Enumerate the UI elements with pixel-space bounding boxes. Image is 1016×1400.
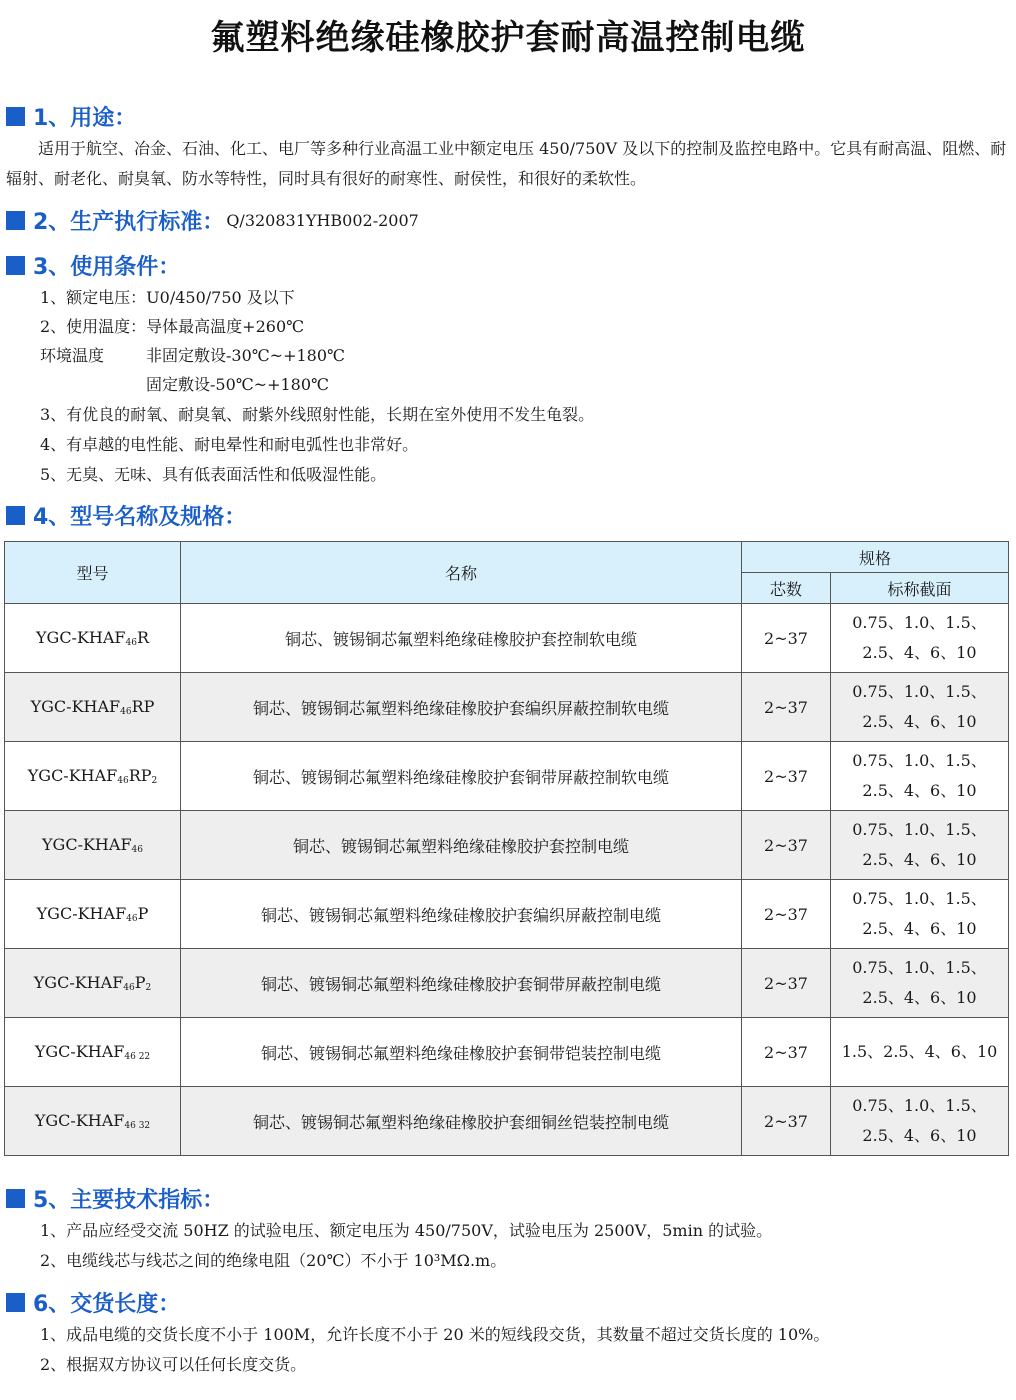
area-cell: 0.75、1.0、1.5、 2.5、4、6、10 bbox=[831, 949, 1009, 1018]
model-cell: YGC-$KHAF_{46}P$ bbox=[5, 880, 181, 949]
section-1-heading bbox=[6, 101, 136, 131]
cores-cell: 2~37 bbox=[742, 673, 831, 742]
area-cell: 0.75、1.0、1.5、 2.5、4、6、10 bbox=[831, 604, 1009, 673]
area-cell: 0.75、1.0、1.5、 2.5、4、6、10 bbox=[831, 1087, 1009, 1156]
table-row bbox=[5, 811, 1009, 880]
condition-line: 4、有卓越的电性能、耐电晕性和耐电弧性也非常好。 bbox=[40, 435, 419, 454]
header-name: 名称 bbox=[181, 542, 742, 604]
condition-line: 5、无臭、无味、具有低表面活性和低吸湿性能。 bbox=[40, 465, 387, 484]
table-row bbox=[5, 880, 1009, 949]
condition-line: 2、使用温度：导体最高温度+260℃ bbox=[40, 317, 305, 336]
cores-cell: 2~37 bbox=[742, 811, 831, 880]
model-cell: YGC-$KHAF_{46}RP$ bbox=[5, 673, 181, 742]
header-area: 标称截面 bbox=[831, 573, 1009, 604]
name-cell: 铜芯、镀锡铜芯氟塑料绝缘硅橡胶护套编织屏蔽控制软电缆 bbox=[181, 673, 742, 742]
section-bullet-icon bbox=[6, 107, 25, 126]
model-cell: YGC-$KHAF_{46}$ bbox=[5, 811, 181, 880]
condition-line: 环境温度 bbox=[40, 346, 105, 365]
table-body bbox=[5, 604, 1009, 1156]
section-5-heading bbox=[6, 1183, 224, 1213]
table-row bbox=[5, 742, 1009, 811]
section-bullet-icon bbox=[6, 1189, 25, 1208]
header-spec: 规格 bbox=[742, 542, 1009, 573]
section-3-title: 3、使用条件： bbox=[33, 254, 181, 280]
area-cell: 0.75、1.0、1.5、 2.5、4、6、10 bbox=[831, 811, 1009, 880]
section-4-heading bbox=[6, 500, 246, 530]
name-cell: 铜芯、镀锡铜芯氟塑料绝缘硅橡胶护套细铜丝铠装控制电缆 bbox=[181, 1087, 742, 1156]
delivery-line: 2、根据双方协议可以任何长度交货。 bbox=[40, 1355, 307, 1374]
cores-cell: 2~37 bbox=[742, 1018, 831, 1087]
cores-cell: 2~37 bbox=[742, 604, 831, 673]
section-bullet-icon bbox=[6, 211, 25, 230]
page-title: 氟塑料绝缘硅橡胶护套耐高温控制电缆 bbox=[210, 18, 806, 58]
condition-line: 固定敷设-50℃~+180℃ bbox=[146, 375, 329, 394]
name-cell: 铜芯、镀锡铜芯氟塑料绝缘硅橡胶护套铜带铠装控制电缆 bbox=[181, 1018, 742, 1087]
cores-cell: 2~37 bbox=[742, 949, 831, 1018]
table-row bbox=[5, 604, 1009, 673]
model-cell: YGC-$KHAF_{46}P_2$ bbox=[5, 949, 181, 1018]
table-row bbox=[5, 1018, 1009, 1087]
table-row bbox=[5, 1087, 1009, 1156]
model-cell: YGC-$KHAF_{46}R$ bbox=[5, 604, 181, 673]
table-row bbox=[5, 949, 1009, 1018]
area-cell: 0.75、1.0、1.5、 2.5、4、6、10 bbox=[831, 742, 1009, 811]
cores-cell: 2~37 bbox=[742, 1087, 831, 1156]
spec-line: 1、产品应经受交流 50HZ 的试验电压、额定电压为 450/750V，试验电压为 2500V，5min 的试验。 bbox=[40, 1221, 773, 1240]
area-cell: 1.5、2.5、4、6、10 bbox=[831, 1018, 1009, 1087]
section-1-text: 适用于航空、冶金、石油、化工、电厂等多种行业高温工业中额定电压 450/750V 及以下的控制及监控电路中。它具有耐高温、阻燃、耐辐射、耐老化、耐臭氧、防水等特性，同时具有很好的耐寒性、耐侯性，和很好的柔软性。 bbox=[6, 139, 1007, 188]
cores-cell: 2~37 bbox=[742, 742, 831, 811]
condition-line: 3、有优良的耐氧、耐臭氧、耐紫外线照射性能，长期在室外使用不发生龟裂。 bbox=[40, 405, 595, 424]
model-cell: YGC-$KHAF_{46}RP_2$ bbox=[5, 742, 181, 811]
section-6-title: 6、交货长度： bbox=[33, 1291, 181, 1317]
model-cell: YGC-$KHAF_{46 32}$ bbox=[5, 1087, 181, 1156]
section-1-title: 1、用途： bbox=[33, 105, 137, 131]
section-5-title: 5、主要技术指标： bbox=[33, 1187, 225, 1213]
section-3-heading bbox=[6, 250, 180, 280]
area-cell: 0.75、1.0、1.5、 2.5、4、6、10 bbox=[831, 673, 1009, 742]
spec-table bbox=[4, 541, 1009, 1156]
delivery-line: 1、成品电缆的交货长度不小于 100M，允许长度不小于 20 米的短线段交货，其数量不超过交货长度的 10%。 bbox=[40, 1325, 830, 1344]
name-cell: 铜芯、镀锡铜芯氟塑料绝缘硅橡胶护套铜带屏蔽控制软电缆 bbox=[181, 742, 742, 811]
model-cell: YGC-$KHAF_{46 22}$ bbox=[5, 1018, 181, 1087]
section-2-title: 2、生产执行标准： bbox=[33, 209, 225, 235]
name-cell: 铜芯、镀锡铜芯氟塑料绝缘硅橡胶护套编织屏蔽控制电缆 bbox=[181, 880, 742, 949]
condition-line: 非固定敷设-30℃~+180℃ bbox=[146, 346, 345, 365]
section-bullet-icon bbox=[6, 256, 25, 275]
section-6-heading bbox=[6, 1287, 180, 1317]
standard-number: Q/320831YHB002-2007 bbox=[226, 210, 419, 230]
spec-line: 2、电缆线芯与线芯之间的绝缘电阻（20℃）不小于 10³MΩ.m。 bbox=[40, 1251, 507, 1270]
cores-cell: 2~37 bbox=[742, 880, 831, 949]
section-2-heading bbox=[6, 205, 419, 235]
table-row bbox=[5, 673, 1009, 742]
header-cores: 芯数 bbox=[742, 573, 831, 604]
condition-line: 1、额定电压：U0/450/750 及以下 bbox=[40, 288, 295, 307]
area-cell: 0.75、1.0、1.5、 2.5、4、6、10 bbox=[831, 880, 1009, 949]
section-4-title: 4、型号名称及规格： bbox=[33, 504, 247, 530]
header-model: 型号 bbox=[5, 542, 181, 604]
name-cell: 铜芯、镀锡铜芯氟塑料绝缘硅橡胶护套控制电缆 bbox=[181, 811, 742, 880]
section-bullet-icon bbox=[6, 1293, 25, 1312]
section-bullet-icon bbox=[6, 506, 25, 525]
name-cell: 铜芯、镀锡铜芯氟塑料绝缘硅橡胶护套控制软电缆 bbox=[181, 604, 742, 673]
name-cell: 铜芯、镀锡铜芯氟塑料绝缘硅橡胶护套铜带屏蔽控制电缆 bbox=[181, 949, 742, 1018]
